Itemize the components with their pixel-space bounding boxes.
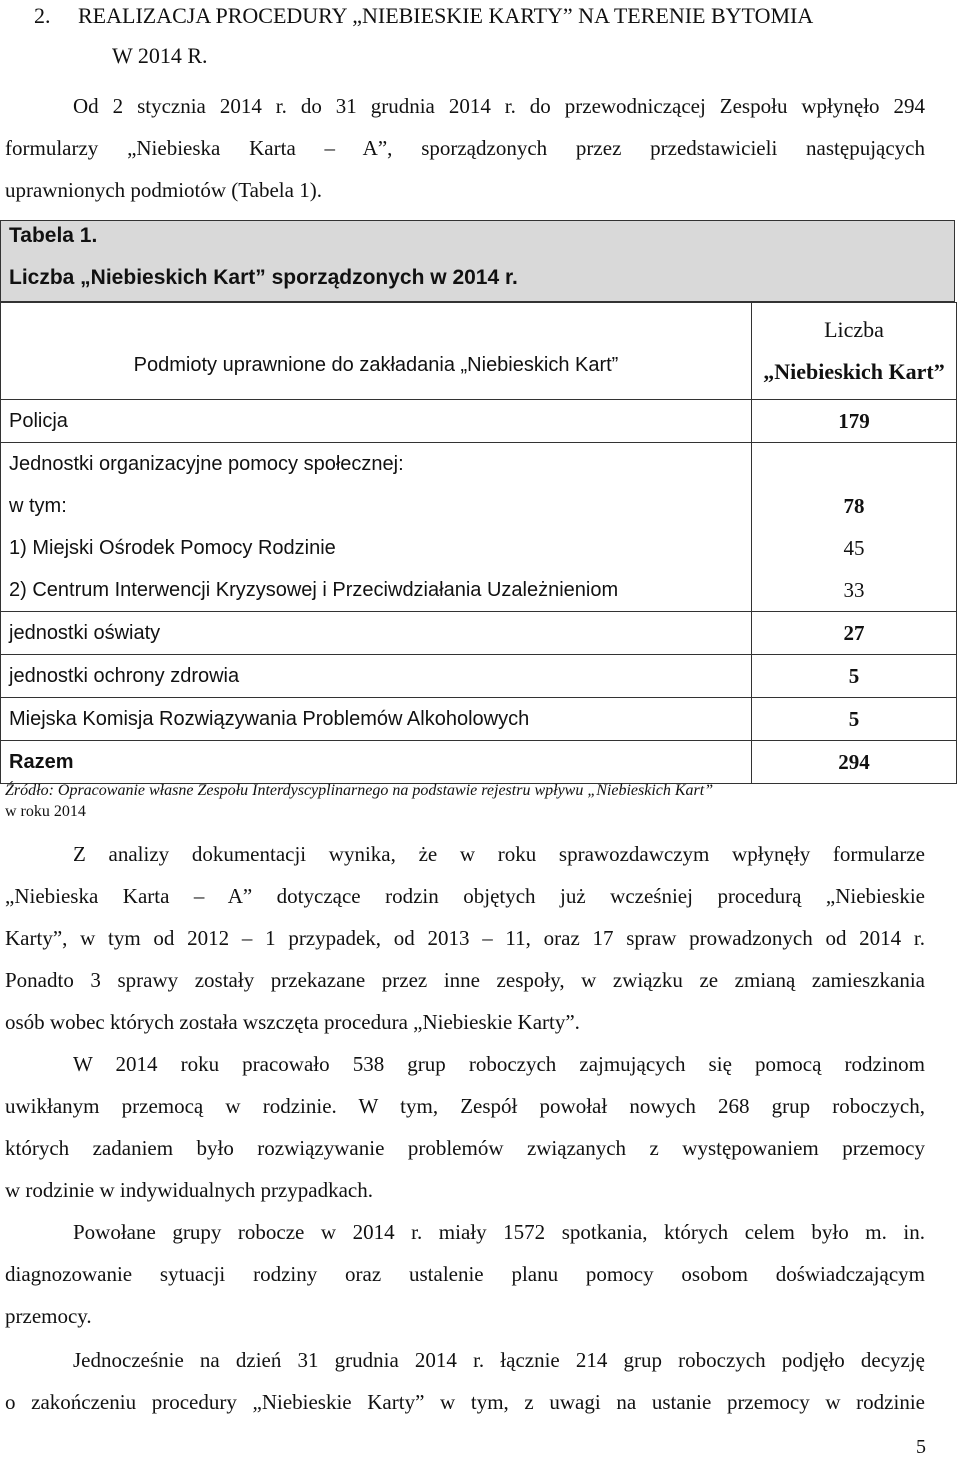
row-label: jednostki ochrony zdrowia [1, 655, 752, 698]
row-value-group [752, 443, 957, 612]
row-label: Policja [1, 400, 752, 443]
text-line: Powołane grupy robocze w 2014 r. miały 1572 spotkania, których celem było m. in. [73, 1220, 925, 1244]
text-line: przemocy. [5, 1304, 92, 1328]
table-header-row [1, 303, 957, 400]
text-line: w rodzinie w indywidualnych przypadkach. [5, 1178, 373, 1202]
row-value: 294 [752, 741, 957, 784]
row-label-group [1, 443, 752, 612]
text-line: Jednocześnie na dzień 31 grudnia 2014 r. łącznie 214 grup roboczych podjęło decyzję [73, 1348, 925, 1372]
header-right-line2: „Niebieskich Kart” [763, 359, 945, 384]
paragraph-2 [5, 1043, 925, 1211]
text-line: uwikłanym przemocą w rodzinie. W tym, Zespół powołał nowych 268 grup roboczych, [5, 1094, 925, 1118]
row-label: 2) Centrum Interwencji Kryzysowej i Przeciwdziałania Uzależnieniom [9, 579, 619, 601]
table-source [5, 780, 955, 822]
table-header-left: Podmioty uprawnione do zakładania „Niebieskich Kart” [1, 303, 752, 400]
text-line: W 2014 roku pracowało 538 grup roboczych zajmujących się pomocą rodzinom [73, 1052, 925, 1076]
table-header-right [752, 303, 957, 400]
table-row [1, 655, 957, 698]
section-number: 2. [34, 3, 51, 28]
text-line: Karty”, w tym od 2012 – 1 przypadek, od 2013 – 11, oraz 17 spraw prowadzonych od 2014 r. [5, 926, 925, 950]
data-table [0, 302, 957, 784]
table-row [1, 698, 957, 741]
table-row [1, 612, 957, 655]
source-year: w roku 2014 [5, 803, 86, 820]
paragraph-3 [5, 1211, 925, 1337]
text-line: Ponadto 3 sprawy zostały przekazane przez inne zespoły, w związku ze zmianą zamieszkania [5, 968, 925, 992]
row-value: 27 [752, 612, 957, 655]
intro-line: formularzy „Niebieska Karta – A”, sporządzonych przez przedstawicieli następujących [5, 136, 925, 160]
row-value [752, 443, 956, 485]
text-line: których zadaniem było rozwiązywanie problemów związanych z występowaniem przemocy [5, 1136, 925, 1160]
row-label: Miejska Komisja Rozwiązywania Problemów Alkoholowych [1, 698, 752, 741]
header-right-line1: Liczba [824, 317, 884, 342]
row-value: 78 [843, 494, 865, 518]
intro-line: Od 2 stycznia 2014 r. do 31 grudnia 2014 r. do przewodniczącej Zespołu wpłynęło 294 [73, 94, 925, 118]
row-label: jednostki oświaty [1, 612, 752, 655]
row-label: w tym: [9, 495, 67, 517]
text-line: o zakończeniu procedury „Niebieskie Karty” w tym, z uwagi na ustanie przemocy w rodzinie [5, 1390, 925, 1414]
row-value: 33 [843, 578, 865, 602]
table-row [1, 400, 957, 443]
text-line: „Niebieska Karta – A” dotyczące rodzin objętych już wcześniej procedurą „Niebieskie [5, 884, 925, 908]
row-label: Razem [1, 741, 752, 784]
source-text: Źródło: Opracowanie własne Zespołu Interdyscyplinarnego na podstawie rejestru wpływu „Niebieskich Kart” [5, 782, 714, 799]
text-line: diagnozowanie sytuacji rodziny oraz ustalenie planu pomocy osobom doświadczającym [5, 1262, 925, 1286]
table-row-group [1, 443, 957, 612]
row-label: 1) Miejski Ośrodek Pomocy Rodzinie [9, 537, 336, 559]
table-label: Tabela 1. [9, 224, 98, 247]
table-caption [0, 220, 955, 302]
intro-paragraph [5, 85, 925, 211]
section-title-line2: W 2014 R. [112, 43, 208, 68]
text-line: Z analizy dokumentacji wynika, że w roku sprawozdawczym wpłynęły formularze [73, 842, 925, 866]
row-value: 5 [752, 655, 957, 698]
page-number: 5 [916, 1436, 926, 1458]
text-line: osób wobec których została wszczęta procedura „Niebieskie Karty”. [5, 1010, 580, 1034]
section-title-line1: REALIZACJA PROCEDURY „NIEBIESKIE KARTY” NA TERENIE BYTOMIA [78, 3, 814, 28]
table-title: Liczba „Niebieskich Kart” sporządzonych w 2014 r. [9, 266, 518, 289]
row-value: 45 [843, 536, 865, 560]
paragraph-1 [5, 833, 925, 1043]
intro-line: uprawnionych podmiotów (Tabela 1). [5, 178, 322, 202]
paragraph-4 [5, 1339, 925, 1423]
row-label: Jednostki organizacyjne pomocy społecznej: [9, 453, 404, 475]
table-total-row [1, 741, 957, 784]
row-value: 179 [752, 400, 957, 443]
row-value: 5 [752, 698, 957, 741]
